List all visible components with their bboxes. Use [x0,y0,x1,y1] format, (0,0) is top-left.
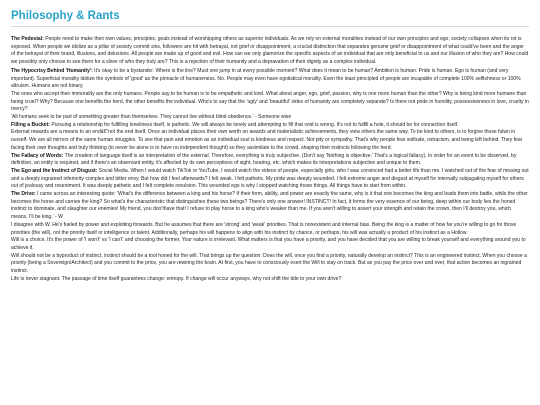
paragraph-will-choice [11,237,529,252]
paragraph-entropy [11,276,529,284]
paragraph-quote-obedience [11,114,529,122]
paragraph-external-rewards [11,129,529,152]
paragraph-immorality [11,91,529,114]
paragraph-text: The ones who accept their immorality are the only humans. People say to be human is to be empathetic and kind. What about anger, ego, grief, passion, why is one more human than the other? Why is being kind more humane than being cruel? Why? Because one benefits the herd, the other benefits the individual. Who's to say that the 'ugly' and 'beautiful' sides of humanity are completely separate? Is there not pride in humility, possessiveness in love, cruelty in mercy? [11,90,529,113]
paragraph-text: Pursuing a relationship for fulfilling loneliness itself, is pathetic. We will always be lonely and attempting to fill that void is wrong. It's not to fulfill a hole, it should be for connection itself. [49,121,459,128]
paragraph-drive [11,191,529,222]
paragraph-fallacy-words [11,153,529,168]
paragraph-text: It's okay to be a bystander. Where is the line? Must one jump in at every possible moment? What does it mean to be human? Ambition is human. Pride is human. Ego is human (and very important). Superficial morality idolize the symbols of 'good' as the pinnacle of humaneness. No. People may even have egotistical morality. Even the least principled of people are incapable of complete 100% selfishness or 100% altruism. Humans are not binary. [11,67,521,90]
paragraph-text: Social Media. When I would watch TikTok or YouTube, I would watch the videos of people, especially girls, who I was convinced had a better life than me. I watched out of the fear of missing out and a deeply ingrained inferiority complex and bitter envy. But how did I feel afterwards? I felt weak. I felt pathetic. My pride was deeply wounded. I felt extreme anger and disgust at myself for internally subjugating myself for others out of jealousy and resentment. It was deeply pathetic and I felt complete revulsion. This wounded ego is why I stopped watching those things. All things have to start from within. [11,167,529,190]
paragraph-heading: Filling a Bucket: [11,121,50,128]
paragraph-heading: The Fallacy of Words: [11,152,64,159]
paragraph-pedestal [11,36,529,67]
paragraph-hypocrisy [11,68,529,91]
paragraph-text: Will should not be a byproduct of instinct, instinct should be a tool honed for the will. That brings up the question: Does the will, once you find a priority, naturally develop an instinct? This is an engineered instinct. When you choose a priority (being a Sovereign/Architect) and you commit to the price, you are rewiring the brain. At first, you have to consciously exert the Will to stay on track. But as you pay the price over and over, that action becomes an ingrained instinct. [11,252,527,275]
paragraph-text: The creation of language itself is an interpretation of the external. Therefore, everything is truly subjective. (Don't say 'Nothing is objective.' That's a logical fallacy). In order for an event to be observed, by definition, an entity is required, and if there's an observant entity, it's affected by its own perceptions of sight, hearing, etc. which makes its interpretations subjective and unique to them. [11,152,517,167]
paragraph-heading: The Drive: [11,191,36,198]
paragraph-text: Will is a choice. It's the power of 'I won't' vs 'I can't' and choosing the former. Your nature is irrelevant. What matters is that you have a priority, and you have decided that you are willing to break yourself and everything around you to achieve it. [11,237,526,251]
paragraph-text: 'All humans seek to be part of something greater than themselves. They cannot live without blind obedience.' - Someone wise [11,114,292,121]
paragraph-heading: The Pedestal: [11,36,44,42]
article-body [11,36,529,284]
paragraph-text: External rewards are a means to an endâ€”not the end itself. Once an individual places their own worth on awards and materialistic achievements, they view others the same way. To be kind to others, is to forgive those fulwn in ourself. We are all mirrors of the same human struggles. To see that pain and emotion as an individual soul is kindness and respect. Not pity or sympathy. That's why people fear solitude, ostracism, and being left behind. They fear facing their own thoughts and truly thinking (to never be alone is to have no independent thought) so they assimilate to the crowd, shaping their instincts following the herd. [11,129,523,151]
paragraph-text: People need to make their own values, principles, goals instead of worshipping others as superior individuals. As we rely on external moralities instead of our own principles and ego, society collapses when its rot is exposed. When people we idolize as a pillar of society commit sins, followers are hit with betrayal, not grief or disappointment, a crucial distinction that separates genuine grief or disappointment of what could've been and the anger of the betrayal of their brand, illusions, and delusions. All people are made up of good and evil. How can we only glamorize the specific aspects of an individual that are only beneficial to us and our illusion of who they are? How could we possibly only choose to see them for a sliver of who they truly are? This is a rejection of their humanity and a depravation of their dignity as a complex individual. [11,36,529,66]
paragraph-engineered-instinct [11,253,529,276]
paragraph-heading: The Ego and the Instinct of Disgust: [11,167,98,174]
paragraph-ego-disgust [11,168,529,191]
title-divider [11,26,529,27]
paragraph-disagree [11,222,529,237]
paragraph-text: I disagree with W. He's fueled by power and exploiting forwards. But he assumes that there are 'strong' and 'weak' priorities. That is nonexistent and internal bias. Being the king is a matter of how far you're willing to go for those priorities (the will), not the priority itself or intelligence or talent. Additionally, perhaps his will happens to align with his instinct by chance, or perhaps, his will was actually a product of his instinct as a Hollow. [11,221,517,236]
paragraph-text: I came across an interesting quote: 'What's the difference between a king and his horse? If their form, ability, and power are exactly the same, why is it that one becomes the king and leads them into battle, while the other becomes the horse and carries the king? So what's the characteristic that distinguishes these two beings? There's only one answer! INSTINCT! In fact, it forms the very essence of our being, deep within our body lies the honed instinct to dominate, and slaughter our enemies! My friend, you don'thave that! I refuse to play horse to a king who's weaker than me. If you aren't willing to assert your strength and retain the crown, then I'll destroy you, which means, I'll be king.' - W [11,191,528,221]
page-title: Philosophy & Rants [11,10,120,22]
paragraph-bucket [11,122,529,130]
paragraph-text: Life is never stagnant. The passage of time itself guarantees change: entropy. If change will occur anyways, why not shift the tide to your own drive? [11,275,342,282]
paragraph-heading: The Hypocrisy Behind 'Humanity': [11,67,93,74]
